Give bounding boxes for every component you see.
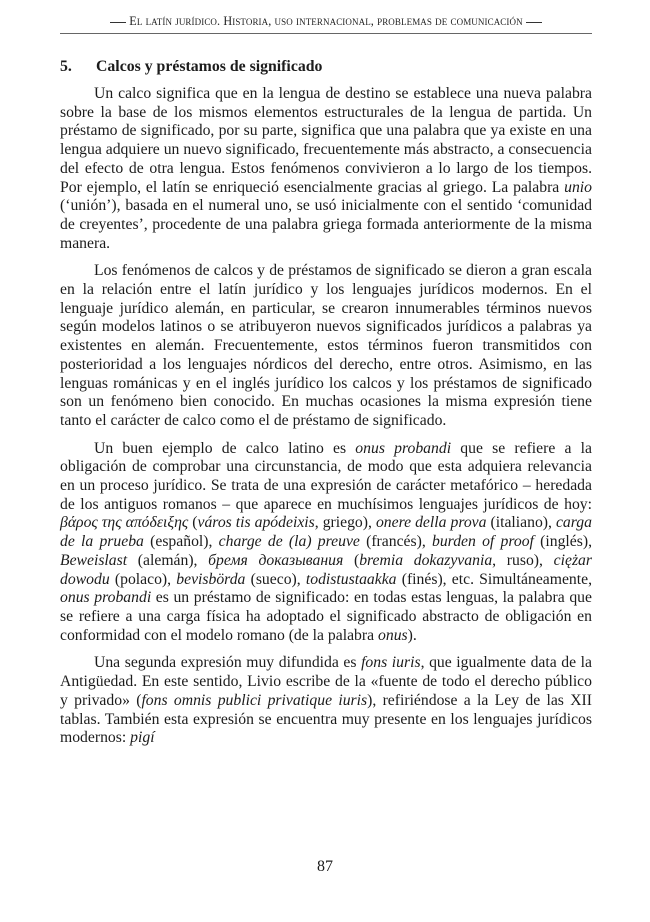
text-run: (francés),	[359, 533, 432, 551]
italic-term: ciężar dowodu	[60, 551, 592, 588]
text-run: , ruso),	[492, 551, 554, 569]
italic-term: βάρος της απόδειξης	[60, 514, 189, 532]
italic-term: pigí	[130, 729, 155, 747]
italic-term: bevisbörda	[176, 570, 246, 588]
paragraph	[60, 85, 592, 253]
italic-term: carga de la prueba	[60, 514, 592, 551]
running-head	[60, 14, 592, 29]
italic-term: bremia dokazyvania	[359, 551, 493, 569]
text-run: (español),	[143, 533, 219, 551]
section-number: 5.	[60, 58, 72, 75]
italic-term: város tis apódeixis	[197, 514, 315, 532]
text-run: (alemán),	[127, 551, 209, 569]
body-text	[60, 85, 592, 757]
italic-term: fons iuris	[361, 654, 421, 672]
text-run: ), refiriéndose a la Ley de las XII tablas. También esta expresión se encuentra muy presente en los lenguajes jurídicos modernos:	[60, 691, 592, 747]
italic-term: Beweislast	[60, 551, 128, 569]
text-run: (‘unión’), basada en el numeral uno, se usó inicialmente con el sentido ‘comunidad de creyentes’, procedente de una palabra griega formada anteriormente de la misma manera.	[60, 197, 592, 252]
running-head-rule-left	[110, 22, 126, 23]
page-number: 87	[317, 858, 333, 875]
italic-term: burden of proof	[431, 533, 534, 551]
italic-term: fons omnis publici privatique iuris	[141, 691, 368, 709]
text-run: (	[188, 514, 198, 532]
text-run: ).	[407, 626, 417, 644]
text-run: , griego),	[314, 514, 376, 532]
text-run: es un préstamo de significado: en todas estas lenguas, la palabra que se refiere a una carga física ha adoptado el significado abstracto de obligación en conformidad con el modelo romano (de la palabra	[60, 589, 592, 644]
paragraph	[60, 440, 592, 646]
text-run: Los fenómenos de calcos y de préstamos de significado se dieron a gran escala en la relación entre el latín jurídico y los lenguajes jurídicos modernos. En el lenguaje jurídico alemán, en particular, se crearon innumerables términos nuevos según modelos latinos o se atribuyeron nuevos significados jurídicos a palabras ya existentes en alemán. Frecuentemente, estos términos fueron transmitidos con posterioridad a los lenguajes nórdicos del derecho, entre otros. Asimismo, en las lenguas románicas y en el inglés jurídico los calcos y los préstamos de significado son un fenómeno bien conocido. En muchas ocasiones la misma expresión tiene tanto el carácter de calco como el de préstamo de significado.	[60, 262, 592, 429]
text-run: (	[343, 551, 360, 569]
text-run: , que igualmente data de la Antigüedad. En este sentido, Livio escribe de la «fuente de todo el derecho público y privado» (	[60, 654, 592, 709]
italic-term: onere della prova	[375, 514, 487, 532]
text-run: que se refiere a la obligación de comprobar una circunstancia, de modo que esta adquiera relevancia en un proceso jurídico. Se trata de una expresión de carácter metafórico – heredada de los antiguos romanos – que aparece en muchísimos lenguajes jurídicos de hoy:	[60, 439, 592, 513]
section-title: Calcos y préstamos de significado	[96, 58, 323, 75]
text-run: Una segunda expresión muy difundida es	[94, 654, 362, 672]
running-head-text: El latín jurídico. Historia, uso internacional, problemas de comunicación	[129, 14, 523, 28]
text-run: (italiano),	[486, 514, 556, 532]
text-run: Un calco significa que en la lengua de destino se establece una nueva palabra sobre la base de los mismos elementos estructurales de la lengua de partida. Un préstamo de significado, por su parte, significa que una palabra que ya existe en una lengua adquiere un nuevo significado, frecuentemente más abstracto, a consecuencia del efecto de otra lengua. Estos fenómenos convivieron a lo largo de los tiempos. Por ejemplo, el latín se enriqueció esencialmente gracias al griego. La palabra	[60, 85, 592, 196]
text-run: (inglés),	[533, 533, 592, 551]
header-rule	[60, 33, 592, 34]
text-run: Un buen ejemplo de calco latino es	[94, 439, 356, 457]
italic-term: todistustaakka	[305, 570, 397, 588]
italic-term: бремя доказывания	[208, 551, 344, 569]
italic-term: unio	[564, 178, 592, 196]
italic-term: onus probandi	[60, 589, 152, 607]
italic-term: charge de (la) preuve	[218, 533, 360, 551]
paragraph	[60, 262, 592, 430]
text-run: (polaco),	[109, 570, 177, 588]
text-run: (sueco),	[245, 570, 306, 588]
text-run: (finés), etc. Simultáneamente,	[396, 570, 593, 588]
running-head-rule-right	[526, 22, 542, 23]
italic-term: onus probandi	[355, 439, 452, 457]
paragraph	[60, 654, 592, 748]
section-heading	[60, 58, 322, 76]
italic-term: onus	[378, 626, 408, 644]
